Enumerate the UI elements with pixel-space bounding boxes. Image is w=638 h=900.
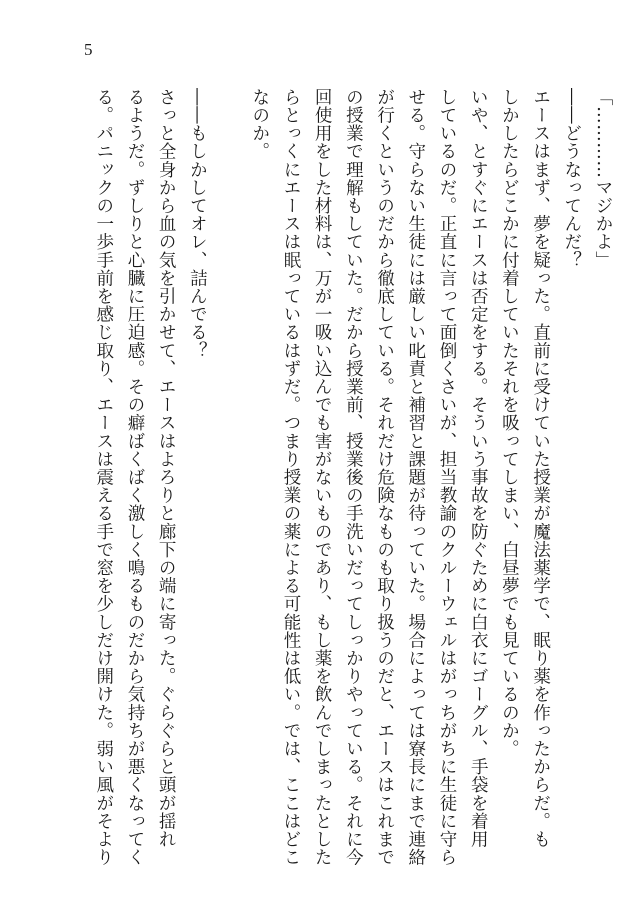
text-line-16: るようだ。ずしりと心臓に圧迫感。その癖ばくばく激しく鳴るものだから気持ちが悪くなってく <box>124 88 145 867</box>
vertical-text-body <box>93 88 618 867</box>
text-line-9: の授業で理解もしていた。だから授業前、授業後の手洗いだってしっかりやっている。それに今 <box>343 88 364 867</box>
text-line-3: エースはまず、夢を疑った。直前に受けていた授業が魔法薬学で、眠り薬を作ったからだ。も <box>530 88 551 849</box>
page-number: 5 <box>84 40 93 59</box>
text-line-7: せる。守らない生徒には厳しい叱責と補習と課題が待っていた。場合によっては寮長にまで連絡 <box>405 88 426 867</box>
text-line-4: しかしたらどこかに付着していたそれを吸ってしまい、白昼夢でも見ているのか。 <box>499 88 520 758</box>
text-line-8: が行くというのだから徹底している。それだけ危険なものも取り扱うのだと、エースはこれまで <box>374 88 395 867</box>
text-line-1: 「…………マジかよ」 <box>593 88 613 269</box>
text-line-17: る。パニックの一歩手前を感じ取り、エースは震える手で窓を少しだけ開けた。弱い風がそより <box>93 88 114 867</box>
text-line-6: しているのだ。正直に言って面倒くさいが、担当教諭のクルーウェルはがっちがちに生徒に守ら <box>436 88 457 867</box>
text-line-10: 回使用をした材料は、万が一吸い込んでも害がないものであり、もし薬を飲んでしまったとした <box>312 88 333 867</box>
text-line-14: ――もしかしてオレ、詰んでる？ <box>187 88 208 360</box>
blank-line <box>212 88 243 848</box>
text-line-2: ――どうなってんだ？ <box>561 88 582 269</box>
text-line-11: らとっくにエースは眠っているはずだ。つまり授業の薬による可能性は低い。では、ここはどこ <box>280 88 301 867</box>
text-line-5: いや、とすぐにエースは否定をする。そういう事故を防ぐために白衣にゴーグル、手袋を着用 <box>468 88 489 849</box>
text-line-12: なのか。 <box>249 88 270 161</box>
text-line-15: さっと全身から血の気を引かせて、エースはよろりと廊下の端に寄った。ぐらぐらと頭が揺れ <box>156 88 177 849</box>
